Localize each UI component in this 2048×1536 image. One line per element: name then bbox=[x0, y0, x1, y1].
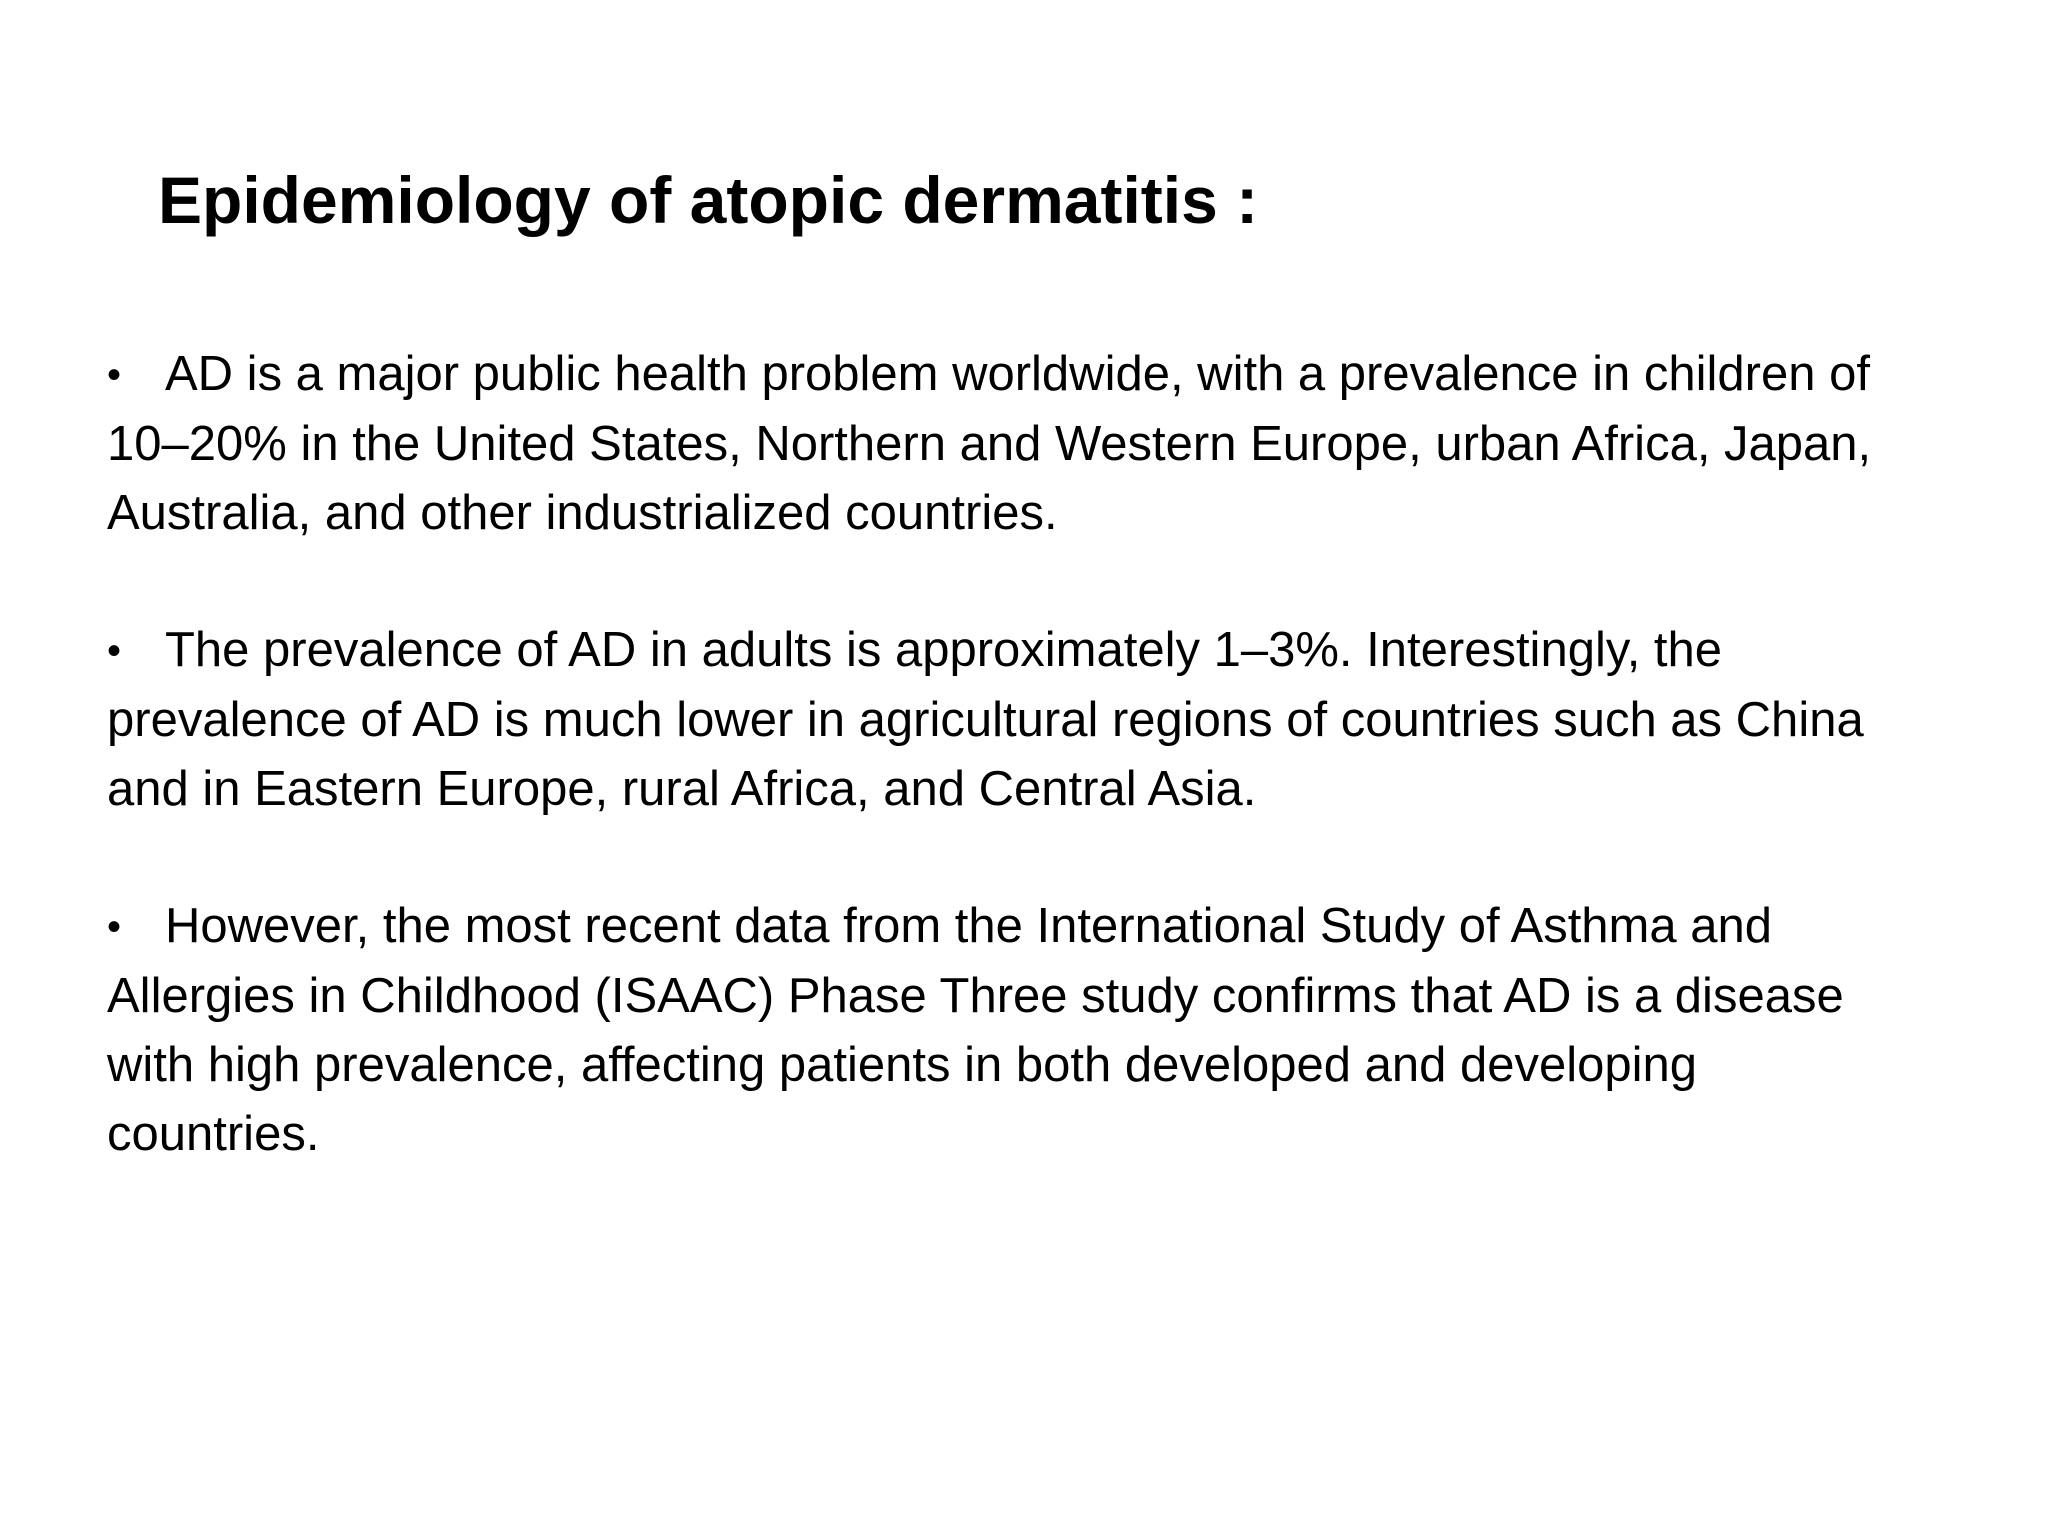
slide-title: Epidemiology of atopic dermatitis : bbox=[158, 163, 1259, 237]
bullet-marker: • bbox=[107, 629, 122, 673]
bullet-marker: • bbox=[107, 905, 122, 949]
bullet-marker: • bbox=[107, 353, 122, 397]
bullet-paragraph bbox=[107, 616, 1887, 824]
bullet-text: AD is a major public health problem worldwide, with a prevalence in children of 10–20% in the United States, Northern and Western Europe, urban Africa, Japan, Australia, and other industrialized countries. bbox=[107, 347, 1872, 540]
bullet-text: The prevalence of AD in adults is approximately 1–3%. Interestingly, the prevalence of AD is much lower in agricultural regions of countries such as China and in Eastern Europe, rural Africa, and Central Asia. bbox=[107, 623, 1864, 816]
bullet-text: However, the most recent data from the International Study of Asthma and Allergies in Childhood (ISAAC) Phase Three study confirms that AD is a disease with high prevalence, affecting patients in both developed and developing countries. bbox=[107, 899, 1844, 1161]
bullet-list bbox=[107, 340, 1907, 1237]
bullet-paragraph bbox=[107, 892, 1887, 1169]
bullet-paragraph bbox=[107, 340, 1887, 548]
